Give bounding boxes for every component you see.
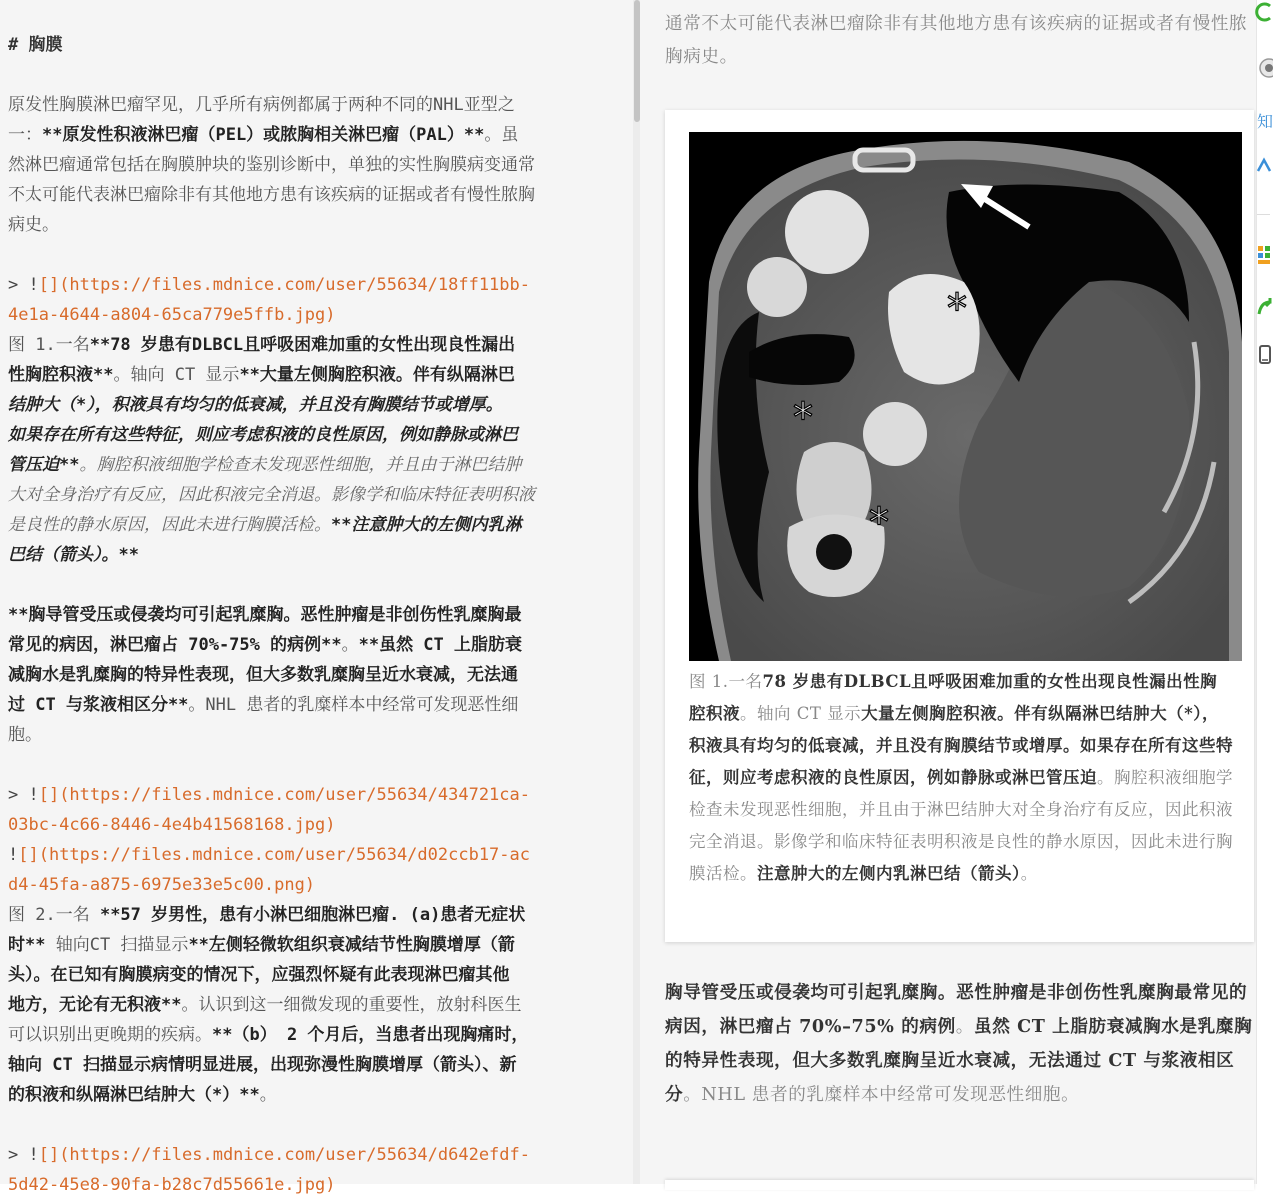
editor-line[interactable]: [8, 540, 608, 570]
editor-line[interactable]: [8, 630, 608, 660]
editor-text-run: 头）。在已知有胸膜病变的情况下，应强烈怀疑有此表现淋巴瘤其他: [8, 965, 510, 985]
editor-text-run: 常见的病因，淋巴瘤占 70%-75% 的病例**: [8, 635, 342, 655]
editor-text-run: 病史。: [8, 215, 59, 235]
figure-caption: [689, 666, 1234, 890]
editor-text-run: 。轴向 CT 显示: [113, 365, 240, 385]
editor-line[interactable]: [8, 840, 608, 870]
editor-line[interactable]: [8, 930, 608, 960]
editor-text-run: 。认识到这一细微发现的重要性，放射科医生: [181, 995, 522, 1015]
editor-line[interactable]: [8, 1020, 608, 1050]
editor-text-run: 巴结（箭头）。**: [8, 545, 139, 565]
figure-card: [665, 110, 1254, 942]
image-link[interactable]: [](https://files.mdnice.com/user/55634/d642efdf-: [38, 1145, 530, 1165]
editor-scrollbar[interactable]: [633, 0, 640, 1184]
editor-text-run: 一：: [8, 125, 42, 145]
editor-text-run: **虽然 CT 上脂肪衰: [358, 635, 523, 655]
editor-text-run: 。NHL 患者的乳糜样本中经常可发现恶性细: [188, 695, 519, 715]
editor-text-run: 性胸腔积液**: [8, 365, 114, 385]
zhihu-icon[interactable]: 知: [1257, 112, 1273, 131]
text-run: 。NHL 患者的乳糜样本中经常可发现恶性细胞。: [683, 1085, 1080, 1105]
editor-line[interactable]: [8, 330, 608, 360]
editor-line[interactable]: [8, 1140, 608, 1170]
editor-line[interactable]: [8, 780, 608, 810]
editor-line[interactable]: [8, 390, 608, 420]
editor-line[interactable]: [8, 870, 608, 900]
text-run: 图 1.一名: [689, 672, 763, 691]
editor-line[interactable]: [8, 360, 608, 390]
ct-scan-drawing: [689, 132, 1242, 661]
editor-text-run: 图 2.一名: [8, 905, 100, 925]
editor-line[interactable]: [8, 810, 608, 840]
editor-text-run: **57 岁男性，患有小淋巴细胞淋巴瘤. (a)患者无症状: [99, 905, 526, 925]
editor-text-run: 时**: [8, 935, 46, 955]
editor-text-run: 原发性胸膜淋巴瘤罕见，几乎所有病例都属于两种不同的NHL亚型之: [8, 95, 515, 115]
next-figure-card: [665, 1180, 1254, 1190]
refresh-icon[interactable]: [1257, 2, 1270, 26]
grid-icon[interactable]: [1257, 244, 1270, 272]
editor-line[interactable]: [8, 120, 608, 150]
editor-text-run: 。: [259, 1085, 277, 1105]
editor-line[interactable]: [8, 450, 608, 480]
editor-line[interactable]: [8, 960, 608, 990]
editor-text-run: > !: [8, 1145, 39, 1165]
text-run: 虽然 CT 上脂肪衰减胸水是乳糜胸的特异性表现，但大多数乳糜胸呈近水衰减，无法通过 CT 与浆液相区分: [665, 1016, 1253, 1105]
image-link[interactable]: [](https://files.mdnice.com/user/55634/18ff11bb-: [38, 275, 530, 295]
editor-text-run: 然淋巴瘤通常包括在胸膜肿块的鉴别诊断中，单独的实性胸膜病变通常: [8, 155, 535, 175]
image-link[interactable]: 03bc-4c66-8446-4e4b41568168.jpg): [8, 815, 336, 835]
text-run: 注意肿大的左侧内乳淋巴结（箭头）: [757, 864, 1021, 883]
preview-paragraph-2: [665, 976, 1257, 1112]
editor-line[interactable]: [8, 990, 608, 1020]
editor-text-run: **胸导管受压或侵袭均可引起乳糜胸。恶性肿瘤是非创伤性乳糜胸最: [8, 605, 522, 625]
svg-text:*: *: [793, 395, 813, 441]
editor-text-run: **注意肿大的左侧内乳淋: [331, 515, 522, 535]
text-run: 。轴向 CT 显示: [740, 704, 862, 723]
editor-text-run: !: [8, 845, 19, 865]
text-run: 。胸腔积液细胞学检查未发现恶性细胞，并且由于淋巴结肿大对全身治疗有反应，因此积液完全消退。影像学和临床特征表明积液是良性的静水原因，因此未进行胸膜活检。: [689, 768, 1233, 883]
editor-line[interactable]: [8, 270, 608, 300]
chevron-up-icon[interactable]: [1257, 155, 1270, 179]
editor-blank-line[interactable]: [8, 750, 608, 780]
editor-line[interactable]: [8, 180, 608, 210]
editor-text-run: 轴向 CT 扫描显示病情明显进展，出现弥漫性胸膜增厚（箭头）、新: [8, 1055, 517, 1075]
editor-heading-line[interactable]: [8, 30, 608, 60]
markdown-editor[interactable]: [0, 0, 633, 1195]
image-link[interactable]: [](https://files.mdnice.com/user/55634/434721ca-: [38, 785, 530, 805]
ct-scan-image: [689, 132, 1242, 661]
editor-blank-line[interactable]: [8, 60, 608, 90]
editor-text-run: 结肿大（*），积液具有均匀的低衰减，并且没有胸膜结节或增厚。: [8, 395, 503, 415]
editor-line[interactable]: [8, 510, 608, 540]
editor-line[interactable]: [8, 90, 608, 120]
image-link[interactable]: 4e1a-4644-a804-65ca779e5ffb.jpg): [8, 305, 336, 325]
text-run: 。: [1020, 864, 1038, 883]
editor-text-run: 轴向CT 扫描显示: [45, 935, 189, 955]
editor-text-run: 减胸水是乳糜胸的特异性表现，但大多数乳糜胸呈近水衰减，无法通: [8, 665, 518, 685]
editor-text-run: 是良性的静水原因，因此未进行胸膜活检。: [8, 515, 331, 535]
editor-text-run: 可以识别出更晚期的疾病。: [8, 1025, 212, 1045]
editor-blank-line[interactable]: [8, 240, 608, 270]
text-run: 。: [955, 1017, 974, 1037]
text-run: 78 岁患有DLBCL且呼吸困难加重的女性出现良性漏出性胸腔积液: [689, 672, 1218, 723]
editor-text-run: 管压迫**: [8, 455, 80, 475]
editor-text-run: > !: [8, 785, 39, 805]
editor-line[interactable]: [8, 210, 608, 240]
avatar-icon[interactable]: [1257, 56, 1270, 84]
editor-blank-line[interactable]: [8, 1110, 608, 1140]
editor-text-run: # 胸膜: [8, 35, 63, 55]
image-link[interactable]: 5d42-45e8-90fa-b28c7d55661e.jpg): [8, 1175, 336, 1195]
image-link[interactable]: d4-45fa-a875-6975e33e5c00.png): [8, 875, 316, 895]
editor-line[interactable]: [8, 660, 608, 690]
editor-text-run: 不太可能代表淋巴瘤除非有其他地方患有该疾病的证据或者有慢性脓胸: [8, 185, 535, 205]
side-toolbar: [1256, 0, 1273, 1184]
editor-line[interactable]: [8, 690, 608, 720]
mobile-preview-icon[interactable]: [1257, 344, 1270, 370]
editor-text-run: 过 CT 与浆液相区分**: [8, 695, 189, 715]
editor-text-run: 胞。: [8, 725, 42, 745]
toolbar-divider: [1257, 214, 1270, 215]
editor-line[interactable]: [8, 480, 608, 510]
editor-text-run: > !: [8, 275, 39, 295]
editor-text-run: 如果存在所有这些特征，则应考虑积液的良性原因，例如静脉或淋巴: [8, 425, 518, 445]
share-icon[interactable]: [1257, 296, 1270, 322]
editor-line[interactable]: [8, 1170, 608, 1200]
editor-line[interactable]: [8, 1050, 608, 1080]
editor-text-run: 。虽: [484, 125, 519, 145]
text-run: 胸导管受压或侵袭均可引起乳糜胸。恶性肿瘤是非创伤性乳糜胸最常见的病因，淋巴瘤占 70%–75% 的病例: [665, 982, 1248, 1037]
text-run: 大量左侧胸腔积液。伴有纵隔淋巴结肿大（*），积液具有均匀的低衰减，并且没有胸膜结节或增厚。如果存在所有这些特征，则应考虑积液的良性原因，例如静脉或淋巴管压迫: [689, 704, 1233, 787]
editor-content[interactable]: [8, 0, 608, 1200]
editor-text-run: 。: [341, 635, 359, 655]
editor-line[interactable]: [8, 150, 608, 180]
editor-text-run: 大对全身治疗有反应，因此积液完全消退。影像学和临床特征表明积液: [8, 485, 535, 505]
editor-line[interactable]: [8, 720, 608, 750]
svg-text:*: *: [869, 500, 889, 546]
editor-line[interactable]: [8, 900, 608, 930]
editor-text-run: **左侧轻微软组织衰减结节性胸膜增厚（箭: [188, 935, 515, 955]
editor-text-run: **原发性积液淋巴瘤（PEL）或脓胸相关淋巴瘤（PAL）**: [42, 125, 485, 145]
editor-line[interactable]: [8, 1080, 608, 1110]
editor-text-run: **（b） 2 个月后，当患者出现胸痛时，: [212, 1025, 529, 1045]
preview-pane: [640, 0, 1256, 1184]
editor-text-run: 的积液和纵隔淋巴结肿大（*）**: [8, 1085, 260, 1105]
editor-text-run: 地方，无论有无积液**: [8, 995, 182, 1015]
image-link[interactable]: [](https://files.mdnice.com/user/55634/d02ccb17-ac: [18, 845, 530, 865]
editor-text-run: **78 岁患有DLBCL且呼吸困难加重的女性出现良性漏出: [89, 335, 516, 355]
editor-text-run: 。胸腔积液细胞学检查未发现恶性细胞，并且由于淋巴结肿: [79, 455, 522, 475]
preview-paragraph: 通常不太可能代表淋巴瘤除非有其他地方患有该疾病的证据或者有慢性脓胸病史。: [665, 14, 1248, 67]
editor-line[interactable]: [8, 300, 608, 330]
editor-line[interactable]: [8, 600, 608, 630]
svg-text:*: *: [947, 286, 967, 332]
editor-line[interactable]: [8, 420, 608, 450]
editor-text-run: 图 1.一名: [8, 335, 90, 355]
editor-blank-line[interactable]: [8, 570, 608, 600]
editor-text-run: **大量左侧胸腔积液。伴有纵隔淋巴: [239, 365, 515, 385]
